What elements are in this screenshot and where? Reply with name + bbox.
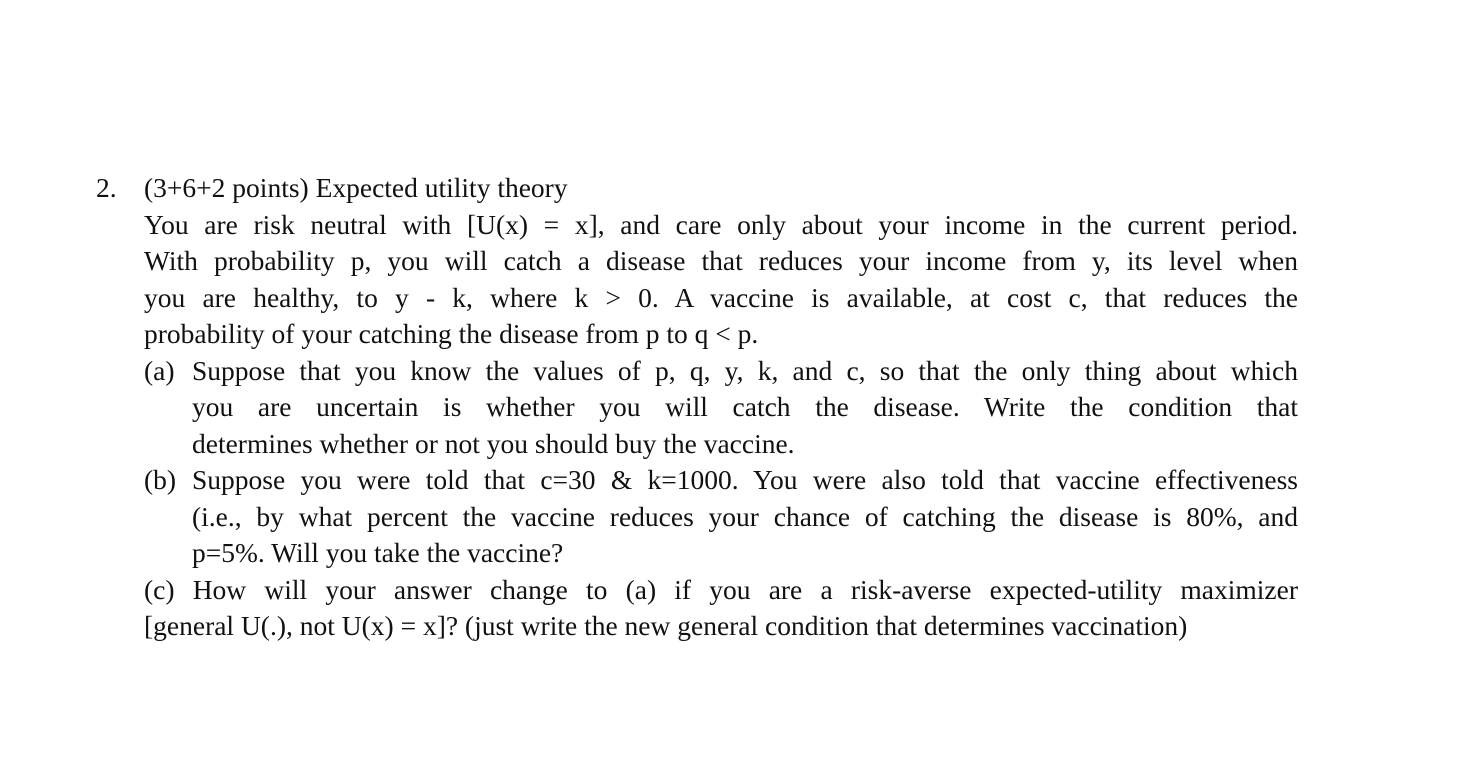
- part-b-label: (b): [144, 464, 177, 495]
- question-parts: [144, 353, 1298, 645]
- part-c-line: [general U(.), not U(x) = x]? (just write the new general condition that determines vaccination): [144, 610, 1188, 641]
- part-b: [144, 462, 1298, 572]
- part-c-line: (c) How will your answer change to (a) if you are a risk-averse expected-utility maximizer: [144, 573, 1298, 605]
- question-2: [96, 170, 1298, 645]
- intro-line: You are risk neutral with [U(x) = x], and care only about your income in the current period.: [144, 208, 1298, 240]
- question-heading-row: [96, 170, 1298, 207]
- question-intro: [144, 207, 1298, 353]
- part-b-line: Suppose you were told that c=30 & k=1000. You were also told that vaccine effectiveness: [192, 464, 1298, 495]
- part-a-line: determines whether or not you should buy the vaccine.: [192, 427, 795, 459]
- part-a-text: [192, 353, 1298, 463]
- part-b-line: (i.e., by what percent the vaccine reduces your chance of catching the disease is 80%, and: [192, 500, 1298, 532]
- part-a-label: (a): [144, 354, 175, 386]
- part-a-line: you are uncertain is whether you will catch the disease. Write the condition that: [192, 391, 1298, 422]
- part-c: [144, 572, 1298, 645]
- part-a: [144, 353, 1298, 463]
- intro-line: probability of your catching the disease from p to q < p.: [144, 318, 759, 349]
- intro-line: With probability p, you will catch a disease that reduces your income from y, its level when: [144, 245, 1298, 276]
- question-heading: (3+6+2 points) Expected utility theory: [144, 172, 568, 203]
- part-b-line: p=5%. Will you take the vaccine?: [192, 537, 564, 568]
- part-b-text: [192, 462, 1298, 572]
- question-number: 2.: [96, 172, 117, 203]
- part-a-line: Suppose that you know the values of p, q, y, k, and c, so that the only thing about which: [192, 354, 1298, 386]
- intro-line: you are healthy, to y - k, where k > 0. A vaccine is available, at cost c, that reduces the: [144, 281, 1298, 313]
